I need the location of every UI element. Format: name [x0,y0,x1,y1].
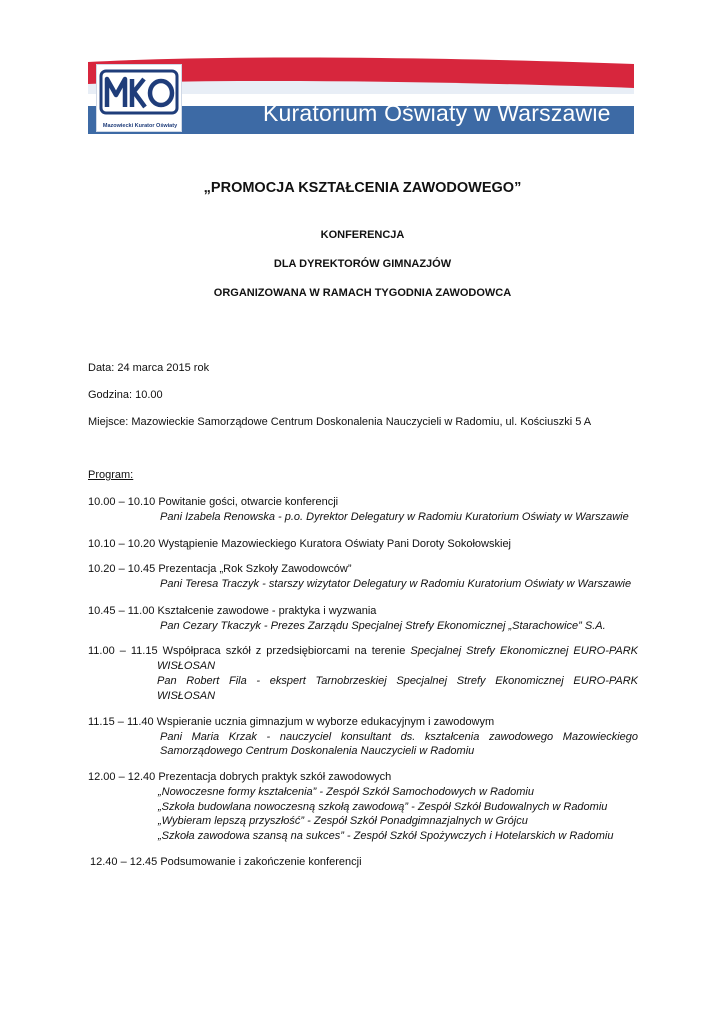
event-place: Miejsce: Mazowieckie Samorządowe Centrum Doskonalenia Nauczycieli w Radomiu, ul. Kościuszki 5 A [88,416,592,428]
program-item-good-practices: 12.00 – 12.40 Prezentacja dobrych praktyk szkół zawodowych [88,771,392,783]
event-date: Data: 24 marca 2015 rok [88,362,210,374]
program-item-cooperation-cont: WISŁOSAN [157,660,216,672]
mko-logo [96,64,182,132]
program-item-closing: 12.40 – 12.45 Podsumowanie i zakończenie konferencji [90,856,362,868]
program-heading: Program: [88,469,134,481]
program-item-cooperation-text: 11.00 – 11.15 Współpraca szkół z przedsiębiorcami na terenie [88,645,406,657]
practice-school-3: „Wybieram lepszą przyszłość” - Zespół Szkół Ponadgimnazjalnych w Grójcu [158,815,528,827]
program-speaker-support-cont: Samorządowego Centrum Doskonalenia Nauczycieli w Radomiu [160,745,475,757]
program-speaker-presentation: Pani Teresa Traczyk - starszy wizytator Delegatury w Radomiu Kuratorium Oświaty w Warszawie [160,578,632,590]
program-item-cooperation-zone: Specjalnej Strefy Ekonomicznej EURO-PARK [410,645,638,657]
program-item-vocational: 10.45 – 11.00 Kształcenie zawodowe - praktyka i wyzwania [88,605,377,617]
practice-school-2: „Szkoła budowlana nowoczesną szkołą zawodową” - Zespół Szkół Budowalnych w Radomiu [158,801,608,813]
program-item-cooperation [88,645,638,657]
program-item-curator: 10.10 – 10.20 Wystąpienie Mazowieckiego Kuratora Oświaty Pani Doroty Sokołowskiej [88,538,512,550]
mko-logo-mark [97,65,181,119]
subtitle-conference: KONFERENCJA [320,229,405,241]
event-time: Godzina: 10.00 [88,389,163,401]
program-speaker-cooperation: Pan Robert Fila - ekspert Tarnobrzeskiej Specjalnej Strefy Ekonomicznej EURO-PARK [157,675,638,687]
program-speaker-support: Pani Maria Krzak - nauczyciel konsultant ds. kształcenia zawodowego Mazowieckiego [160,731,638,743]
program-item-opening: 10.00 – 10.10 Powitanie gości, otwarcie konferencji [88,496,339,508]
header-banner [88,44,634,134]
practice-school-1: „Nowoczesne formy kształcenia” - Zespół Szkół Samochodowych w Radomiu [158,786,534,798]
subtitle-audience: DLA DYREKTORÓW GIMNAZJÓW [273,258,452,270]
banner-title: Kuratorium Oświaty w Warszawie [263,100,611,126]
subtitle-occasion: ORGANIZOWANA W RAMACH TYGODNIA ZAWODOWCA [213,287,512,299]
program-speaker-vocational: Pan Cezary Tkaczyk - Prezes Zarządu Specjalnej Strefy Ekonomicznej „Starachowice” S.A. [160,620,606,632]
program-item-support: 11.15 – 11.40 Wspieranie ucznia gimnazjum w wyborze edukacyjnym i zawodowym [88,716,495,728]
logo-subtitle: Mazowiecki Kurator Oświaty [102,123,178,129]
program-item-presentation: 10.20 – 10.45 Prezentacja „Rok Szkoły Zawodowców” [88,563,352,575]
document-title: „PROMOCJA KSZTAŁCENIA ZAWODOWEGO” [203,180,522,196]
practice-school-4: „Szkoła zawodowa szansą na sukces” - Zespół Szkół Spożywczych i Hotelarskich w Radomiu [158,830,614,842]
program-speaker-opening: Pani Izabela Renowska - p.o. Dyrektor Delegatury w Radomiu Kuratorium Oświaty w Warszawie [160,511,629,523]
program-speaker-cooperation-cont: WISŁOSAN [157,690,216,702]
